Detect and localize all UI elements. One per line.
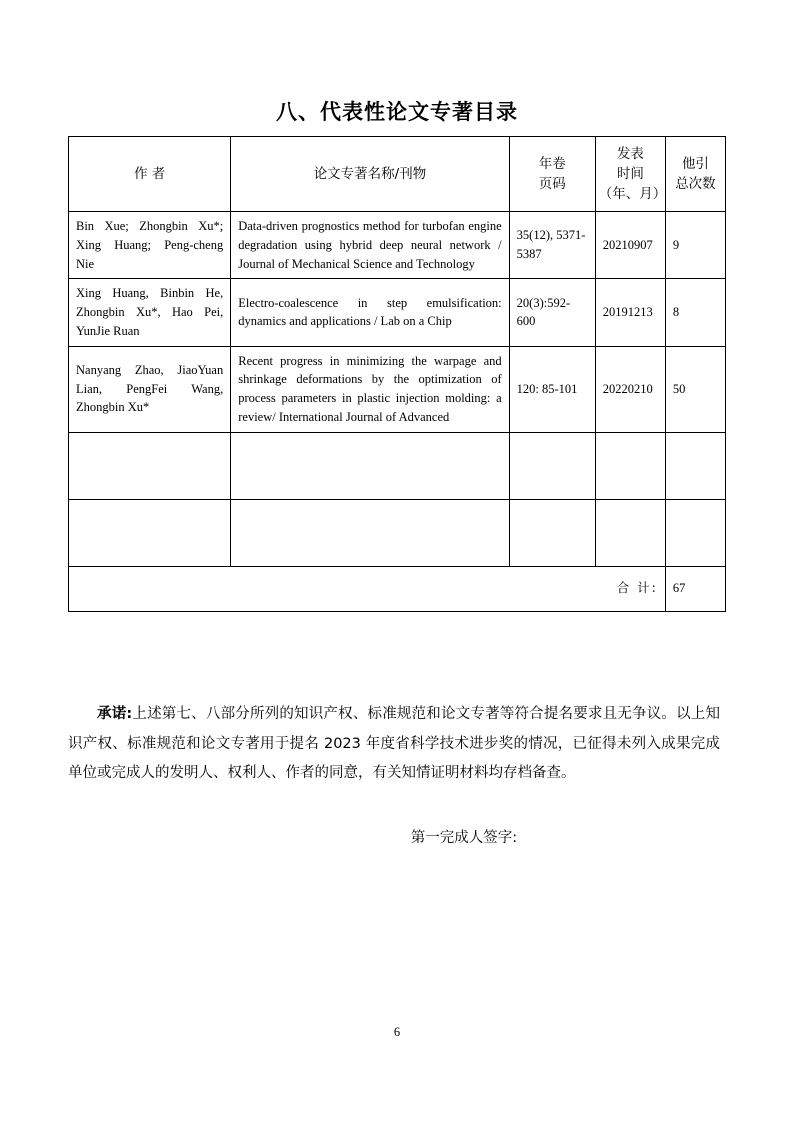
cell-publication — [231, 432, 509, 499]
header-volume-line2: 页码 — [538, 176, 566, 192]
header-date-line2: 时间 — [616, 165, 644, 182]
cell-volume: 20(3):592-600 — [509, 279, 595, 346]
cell-volume — [509, 499, 595, 566]
cell-citations: 9 — [665, 212, 725, 279]
cell-author — [69, 499, 231, 566]
header-citations — [665, 137, 725, 212]
cell-volume: 120: 85-101 — [509, 346, 595, 432]
cell-citations: 50 — [665, 346, 725, 432]
cell-date: 20191213 — [595, 279, 665, 346]
header-date-line3: （年、月） — [598, 186, 667, 203]
cell-publication — [231, 499, 509, 566]
header-publication: 论文专著名称/刊物 — [231, 137, 509, 212]
total-label: 合 计: — [69, 566, 666, 611]
page-title: 八、代表性论文专著目录 — [276, 100, 518, 124]
cell-publication: Electro-coalescence in step emulsification: dynamics and applications / Lab on a Chip — [231, 279, 509, 346]
header-citations-line1: 他引 — [681, 155, 709, 172]
header-volume-line1: 年卷 — [538, 155, 566, 172]
table-total-row — [69, 566, 726, 611]
promise-lead: 承诺: — [97, 706, 133, 722]
publication-table — [68, 136, 726, 612]
signature-line: 第一完成人签字: — [410, 830, 518, 846]
cell-date — [595, 432, 665, 499]
cell-author: Nanyang Zhao, JiaoYuan Lian, PengFei Wang, Zhongbin Xu* — [69, 346, 231, 432]
cell-citations: 8 — [665, 279, 725, 346]
cell-date — [595, 499, 665, 566]
table-row — [69, 346, 726, 432]
cell-volume — [509, 432, 595, 499]
table-header-row — [69, 137, 726, 212]
cell-author: Xing Huang, Binbin He, Zhongbin Xu*, Hao Pei, YunJie Ruan — [69, 279, 231, 346]
cell-publication: Recent progress in minimizing the warpage and shrinkage deformations by the optimization of process parameters in plastic injection molding: a review/ International Journal of Advanced — [231, 346, 509, 432]
cell-date: 20210907 — [595, 212, 665, 279]
cell-author: Bin Xue; Zhongbin Xu*; Xing Huang; Peng-cheng Nie — [69, 212, 231, 279]
promise-body: 上述第七、八部分所列的知识产权、标准规范和论文专著等符合提名要求且无争议。以上知识产权、标准规范和论文专著用于提名 2023 年度省科学技术进步奖的情况，已征得未列入成果完成单位或完成人的发明人、权利人、作者的同意，有关知情证明材料均存档备查。 — [68, 706, 720, 782]
page-number: 6 — [393, 1025, 401, 1039]
cell-publication: Data-driven prognostics method for turbofan engine degradation using hybrid deep neural network / Journal of Mechanical Science and Technology — [231, 212, 509, 279]
header-citations-line2: 总次数 — [675, 176, 716, 192]
header-date — [595, 137, 665, 212]
cell-volume: 35(12), 5371-5387 — [509, 212, 595, 279]
total-value: 67 — [665, 566, 725, 611]
table-row — [69, 279, 726, 346]
header-date-line1: 发表 — [616, 145, 644, 162]
cell-citations — [665, 432, 725, 499]
table-row — [69, 212, 726, 279]
promise-paragraph — [68, 700, 720, 789]
cell-date: 20220210 — [595, 346, 665, 432]
cell-citations — [665, 499, 725, 566]
header-author: 作 者 — [69, 137, 231, 212]
table-row — [69, 499, 726, 566]
table-row — [69, 432, 726, 499]
cell-author — [69, 432, 231, 499]
header-volume — [509, 137, 595, 212]
